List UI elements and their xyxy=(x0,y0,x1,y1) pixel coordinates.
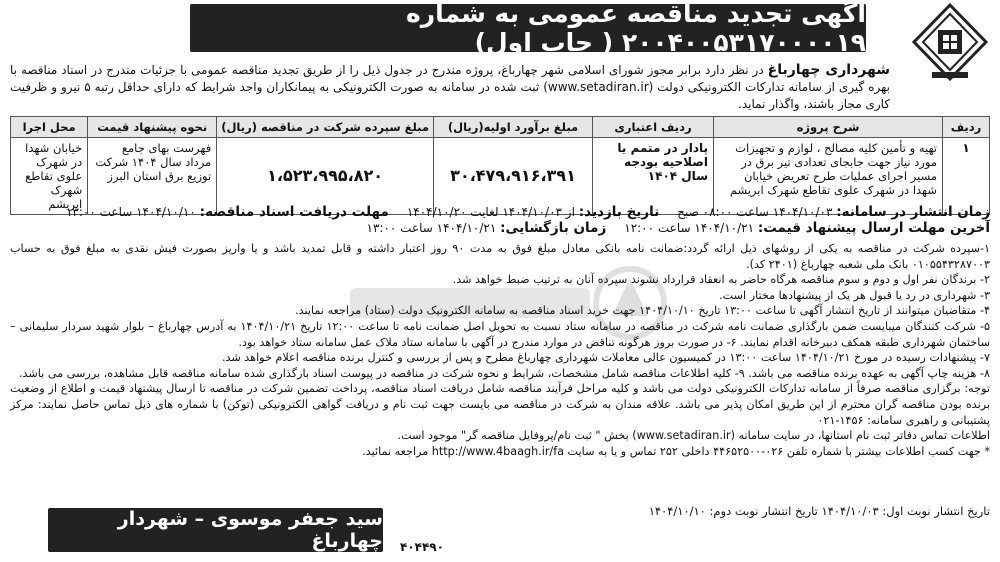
signature-band: سید جعفر موسوی – شهردار چهارباغ xyxy=(48,508,383,552)
col-estimate: مبلغ برآورد اولیه(ریال) xyxy=(434,117,593,138)
offer-deadline-label: آخرین مهلت ارسال پیشنهاد قیمت: xyxy=(757,220,990,236)
condition-item: ۳- شهرداری در رد یا قبول هر یک از پیشنهادها مختار است. xyxy=(719,288,990,302)
publish-date-label: زمان انتشار در سامانه: xyxy=(836,204,990,220)
visit-date-label: تاریخ بازدید: xyxy=(578,204,660,220)
col-project-description: شرح پروژه xyxy=(714,117,943,138)
key-dates xyxy=(10,204,990,236)
dates-row-1 xyxy=(10,204,990,220)
publication-dates: تاریخ انتشار نوبت اول: ۱۴۰۴/۱۰/۰۳ تاریخ انتشار نوبت دوم: ۱۴۰۴/۱۰/۱۰ xyxy=(648,504,990,518)
col-deposit: مبلغ سپرده شرکت در مناقصه (ریال) xyxy=(217,117,434,138)
cell-radif: ۱ xyxy=(943,138,990,215)
issuer-name: شهرداری چهارباغ xyxy=(767,62,890,78)
col-radif: ردیف xyxy=(943,117,990,138)
cell-pricing-method: فهرست بهای جامع مرداد سال ۱۴۰۴ شرکت توزیع برق استان البرز xyxy=(88,138,217,215)
condition-item: ۴- متقاضیان میتوانند از تاریخ انتشار آگهی تا ساعت ۱۳:۰۰ تاریخ ۱۴۰۴/۱۰/۱۰ جهت خرید اسناد مناقصه به سامانه الکترونیک دولت (ستاد) مراجعه نمایند. xyxy=(295,304,990,318)
condition-item: * جهت کسب اطلاعات بیشتر با شماره تلفن ۰۲۶-۴۴۶۵۲۵۰۰ داخلی ۲۵۲ تماس و یا به سایت http://www.4baagh.ir/fa مراجعه نمائید. xyxy=(362,444,990,458)
municipality-logo xyxy=(906,2,994,82)
doc-deadline-value: ۱۴۰۴/۱۰/۱۰ ساعت ۱۳:۰۰ xyxy=(65,205,196,219)
col-pricing-method: نحوه پیشنهاد قیمت xyxy=(88,117,217,138)
cell-estimate: ۳۰،۴۷۹،۹۱۶،۳۹۱ xyxy=(434,138,593,215)
condition-item: ۵- شرکت کنندگان میبایست ضمن بارگذاری ضمانت نامه شرکت در مناقصه در سامانه ستاد نسبت به تحویل اصل ضمانت نامه تا ساعت ۱۲:۰۰ تاریخ ۱۴۰۴/۱۰/۲۱ به آدرس چهارباغ – بلوار شهید سردار سلیمانی – ساختمان شهرداری طبقه همکف دبیرخانه اقدام نمایند. ۶- در صورت بروز هرگونه تناقض در موارد مندرج در آگهی با سامانه ستاد ملاک عمل سامانه ستاد خواهد بود. xyxy=(10,319,991,349)
tender-table xyxy=(10,116,990,215)
opening-value: ۱۴۰۴/۱۰/۲۱ ساعت ۱۳:۰۰ xyxy=(366,221,497,235)
ad-code: ۴۰۴۴۹۰ xyxy=(400,540,444,554)
condition-item: ۸- هزینه چاپ آگهی به عهده برنده مناقصه می باشد. ۹- کلیه اطلاعات مناقصه شامل مشخصات، شرایط و نحوه شرکت در مناقصه در پیوست اسناد بارگذاری شده سامانه مناقصه قابل مشاهده، بررسی می باشد. xyxy=(18,366,990,380)
condition-item: توجه: برگزاری مناقصه صرفاً از سامانه تدارکات الکترونیکی دولت می باشد و کلیه مراحل فرآیند مناقصه شامل دریافت اسناد مناقصه، پرداخت تضمین شرکت در مناقصه تا ارسال پیشنهاد قیمت و اطلاع از وضعیت برنده بودن مناقصه گران محترم از این طریق امکان پذیر می باشد. علاقه مندان به شرکت در مناقصه می بایست جهت ثبت نام و دریافت گواهی الکترونیکی (توکن) با شماره های ذیل تماس حاصل نمایند: مرکز پشتیبانی و راهبری سامانه: ۱۴۵۶-۰۲۱ xyxy=(10,382,990,427)
col-credit-line: ردیف اعتباری xyxy=(593,117,714,138)
logo-emblem-icon xyxy=(906,2,994,82)
table-row xyxy=(11,138,990,215)
cell-project-description: تهیه و تأمین کلیه مصالح ، لوازم و تجهیزات مورد نیاز جهت جابجای تعدادی تیر برق در مسیر اجرای عملیات طرح تعریض خیابان شهدا در شهرک علوی تقاطع شهرک ابریشم xyxy=(714,138,943,215)
dates-row-2 xyxy=(10,220,990,236)
condition-item: ۱-سپرده شرکت در مناقصه به یکی از روشهای ذیل ارائه گردد:ضمانت نامه بانکی معادل مبلغ فوق به مدت ۹۰ روز اعتبار داشته و قابل تمدید باشد و یا واریز بصورت فیش نقدی به مبلغ فوق به حساب ۰۱۰۵۵۴۳۲۸۷۰۰۳ بانک ملی شعبه چهارباغ (۲۴۰۱ کد). xyxy=(10,242,990,271)
intro-text: در نظر دارد برابر مجوز شورای اسلامی شهر چهارباغ، پروژه مندرج در جدول ذیل را از طریق تجدید مناقصه عمومی با جزئیات مندرج در اسناد مناقصه با بهره گیری از سامانه تدارکات الکترونیکی دولت (www.setadiran.ir) ثبت شده در سامانه به صورت الکترونیکی به پیمانکاران واجد شرایط که دارای حداقل رتبه ۵ نیرو و ظرفیت کاری مجاز باشند، واگذار نماید. xyxy=(10,63,890,111)
condition-item: ۲- برندگان نفر اول و دوم و سوم مناقصه هرگاه حاضر به انعقاد قرارداد نشوند سپرده آنان به ترتیب ضبط خواهد شد. xyxy=(452,273,990,287)
publish-date-value: ۱۴۰۴/۱۰/۰۳ ساعت ۰۸:۰۰ صبح xyxy=(677,205,833,219)
conditions-list xyxy=(10,241,990,459)
offer-deadline-value: ۱۴۰۴/۱۰/۲۱ ساعت ۱۲:۰۰ xyxy=(624,221,755,235)
notice-title: آگهی تجدید مناقصه عمومی به شماره ۲۰۰۴۰۰۵۳۱۷۰۰۰۰۱۹ ( چاپ اول) xyxy=(190,4,866,52)
condition-item: اطلاعات تماس دفاتر ثبت نام استانها، در سایت سامانه (www.setadiran.ir) بخش " ثبت نام/پروفایل مناقصه گر" موجود است. xyxy=(397,429,990,443)
intro-paragraph xyxy=(10,62,890,113)
cell-credit-line: پادار در متمم یا اصلاحیه بودجه سال ۱۴۰۴ xyxy=(593,138,714,215)
col-location: محل اجرا xyxy=(11,117,88,138)
visit-date-value: از ۱۴۰۴/۱۰/۰۳ لغایت ۱۴۰۴/۱۰/۲۰ xyxy=(406,205,575,219)
condition-item: ۷- پیشنهادات رسیده در مورخ ۱۴۰۴/۱۰/۲۱ ساعت ۱۳:۰۰ در کمیسیون عالی معاملات شهرداری چهارباغ مطرح و پس از بررسی و کنترل برنده مناقصه اعلام خواهد شد. xyxy=(221,351,990,365)
cell-deposit: ۱،۵۲۳،۹۹۵،۸۲۰ xyxy=(217,138,434,215)
table-header-row xyxy=(11,117,990,138)
doc-deadline-label: مهلت دریافت اسناد مناقصه: xyxy=(199,204,389,220)
cell-location: خیابان شهدا در شهرک علوی تقاطع شهرک ابریشم xyxy=(11,138,88,215)
opening-label: زمان بازگشایی: xyxy=(500,220,607,236)
